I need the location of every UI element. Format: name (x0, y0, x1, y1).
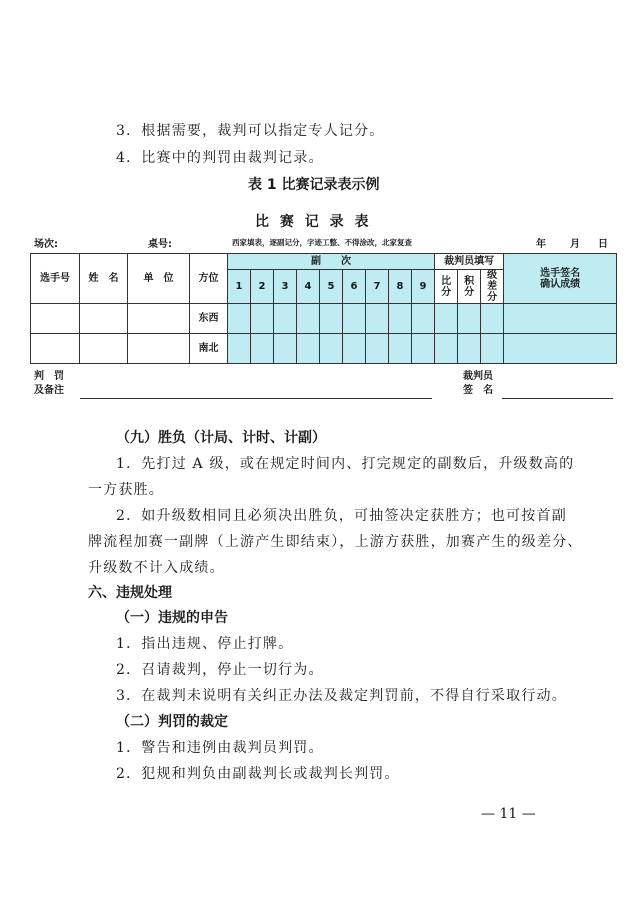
round-2: 2 (251, 270, 274, 304)
direction-north-south: 南北 (190, 334, 228, 364)
round-3: 3 (274, 270, 297, 304)
header-level-diff: 级 差 分 (481, 270, 504, 304)
page-number: — 11 — (481, 806, 536, 822)
cell-name (80, 304, 128, 334)
section-9-item2-line2: 牌流程加赛一副牌（上游产生即结束），上游方获胜，加赛产生的级差分、 (88, 534, 583, 550)
section-6-sub1: （一）违规的申告 (116, 610, 228, 626)
cell-unit (128, 334, 190, 364)
section-9-item1-line2: 一方获胜。 (88, 482, 164, 498)
section-9-item1-line1: 1．先打过 A 级，或在规定时间内、打完规定的副数后，升级数高的 (116, 456, 575, 472)
table-row-north-south (31, 334, 617, 364)
header-points: 积 分 (458, 270, 481, 304)
cell-confirm (504, 304, 617, 334)
section-6-sub2: （二）判罚的裁定 (116, 714, 228, 730)
fill-instruction-note: 西家填表，逐副记分，字迹工整、不得涂改，北家复查 (232, 238, 412, 247)
round-6: 6 (343, 270, 366, 304)
referee-sign-line (502, 398, 613, 399)
header-direction: 方位 (190, 254, 228, 304)
form-title: 比 赛 记 录 表 (255, 214, 372, 230)
header-unit: 单 位 (128, 254, 190, 304)
header-rounds: 副 次 (228, 254, 435, 270)
section-6-heading: 六、违规处理 (88, 585, 172, 601)
header-referee-fill: 裁判员填写 (435, 254, 504, 270)
section-9-item2-line3: 升级数不计入成绩。 (88, 560, 225, 576)
cell-player-no (31, 304, 80, 334)
round-5: 5 (320, 270, 343, 304)
direction-east-west: 东西 (190, 304, 228, 334)
round-9: 9 (412, 270, 435, 304)
table-no-label: 桌号: (148, 239, 172, 250)
date-year: 年 (536, 239, 546, 250)
cell-unit (128, 304, 190, 334)
cell-name (80, 334, 128, 364)
header-name: 姓 名 (80, 254, 128, 304)
section-9-item2-line1: 2．如升级数相同且必须决出胜负，可抽签决定获胜方；也可按首副 (116, 508, 567, 524)
referee-sign-label: 裁判员 签 名 (463, 371, 493, 396)
cell-confirm (504, 334, 617, 364)
table-row-east-west (31, 304, 617, 334)
section-6-sub2-item1: 1．警告和违例由裁判员判罚。 (116, 740, 324, 756)
round-4: 4 (297, 270, 320, 304)
date-day: 日 (598, 239, 608, 250)
table-caption: 表 1 比赛记录表示例 (248, 177, 380, 193)
round-1: 1 (228, 270, 251, 304)
section-9-heading: （九）胜负（计局、计时、计副） (116, 430, 326, 446)
section-6-sub1-item1: 1．指出违规、停止打牌。 (116, 636, 294, 652)
record-table (30, 253, 617, 364)
header-confirm: 选手签名 确认成绩 (504, 254, 617, 304)
round-7: 7 (366, 270, 389, 304)
intro-item-4: 4．比赛中的判罚由裁判记录。 (116, 150, 324, 166)
section-6-sub1-item3: 3．在裁判未说明有关纠正办法及裁定判罚前，不得自行采取行动。 (116, 688, 567, 704)
section-6-sub1-item2: 2．召请裁判，停止一切行为。 (116, 662, 324, 678)
penalty-remarks-label: 判 罚 及备注 (34, 371, 64, 396)
venue-label: 场次: (34, 239, 58, 250)
round-8: 8 (389, 270, 412, 304)
header-score: 比 分 (435, 270, 458, 304)
section-6-sub2-item2: 2．犯规和判负由副裁判长或裁判长判罚。 (116, 766, 400, 782)
date-month: 月 (570, 239, 580, 250)
penalty-remarks-line (80, 398, 432, 399)
intro-item-3: 3．根据需要，裁判可以指定专人记分。 (116, 123, 385, 139)
header-player-no: 选手号 (31, 254, 80, 304)
cell-player-no (31, 334, 80, 364)
